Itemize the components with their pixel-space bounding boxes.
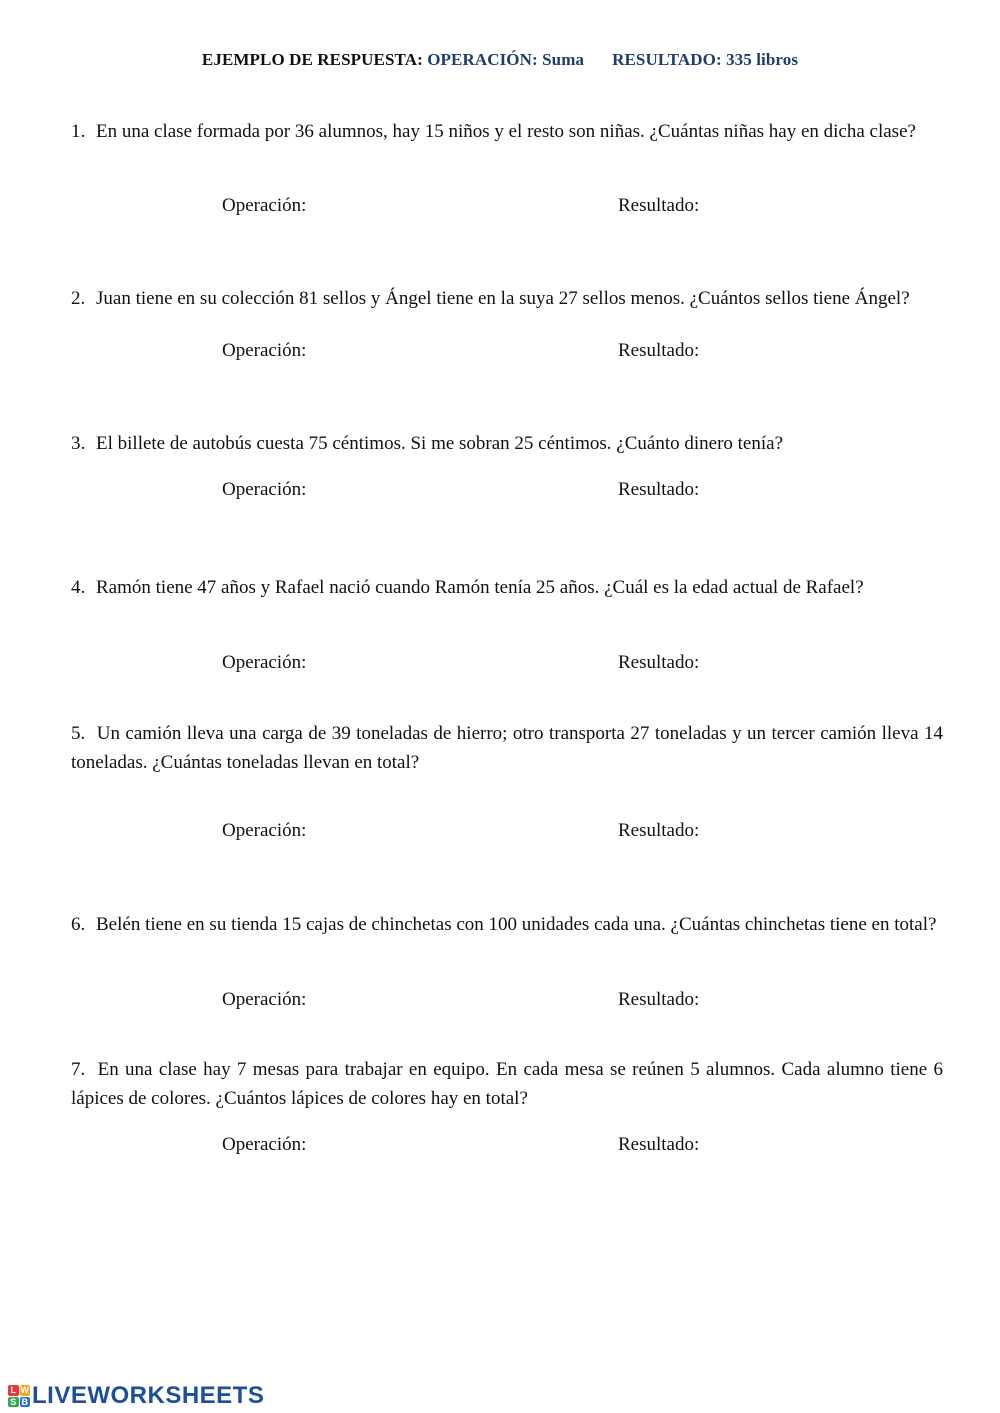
question-2 — [71, 284, 943, 313]
question-number: 7. — [71, 1059, 86, 1080]
question-text: En una clase hay 7 mesas para trabajar en equipo. En cada mesa se reúnen 5 alumnos. Cada alumno tiene 6 lápices de colores. ¿Cuántos lápices de colores hay en total? — [71, 1059, 943, 1109]
example-result: RESULTADO: 335 libros — [612, 50, 799, 69]
question-text: Juan tiene en su colección 81 sellos y Ángel tiene en la suya 27 sellos menos. ¿Cuántos sellos tiene Ángel? — [96, 288, 910, 309]
question-4 — [71, 573, 943, 602]
question-7 — [71, 1055, 943, 1113]
operation-label-5: Operación: — [222, 820, 307, 841]
question-number: 4. — [71, 577, 86, 598]
question-text: Ramón tiene 47 años y Rafael nació cuando Ramón tenía 25 años. ¿Cuál es la edad actual de Rafael? — [96, 577, 864, 598]
example-colon: : — [417, 50, 423, 69]
question-text: El billete de autobús cuesta 75 céntimos. Si me sobran 25 céntimos. ¿Cuánto dinero tenía? — [96, 433, 783, 454]
question-5 — [71, 719, 943, 777]
example-operation: OPERACIÓN: Suma — [427, 50, 585, 69]
result-label-7: Resultado: — [618, 1134, 700, 1155]
question-text: En una clase formada por 36 alumnos, hay 15 niños y el resto son niñas. ¿Cuántas niñas hay en dicha clase? — [96, 121, 916, 142]
operation-label-6: Operación: — [222, 989, 307, 1010]
result-label-2: Resultado: — [618, 340, 700, 361]
question-text: Belén tiene en su tienda 15 cajas de chinchetas con 100 unidades cada una. ¿Cuántas chinchetas tiene en total? — [96, 914, 937, 935]
question-number: 6. — [71, 914, 86, 935]
question-3 — [71, 429, 943, 458]
result-label-6: Resultado: — [618, 989, 700, 1010]
result-label-4: Resultado: — [618, 652, 700, 673]
question-number: 3. — [71, 433, 86, 454]
example-answer-header — [0, 50, 1000, 70]
operation-label-3: Operación: — [222, 479, 307, 500]
question-6 — [71, 910, 943, 939]
question-number: 5. — [71, 723, 86, 744]
result-label-3: Resultado: — [618, 479, 700, 500]
question-text: Un camión lleva una carga de 39 toneladas de hierro; otro transporta 27 toneladas y un tercer camión lleva 14 toneladas. ¿Cuántas toneladas llevan en total? — [71, 723, 943, 773]
operation-label-2: Operación: — [222, 340, 307, 361]
operation-label-7: Operación: — [222, 1134, 307, 1155]
liveworksheets-logo — [8, 1383, 264, 1409]
question-1 — [71, 117, 943, 146]
result-label-1: Resultado: — [618, 195, 700, 216]
operation-label-1: Operación: — [222, 195, 307, 216]
logo-mark-icon: L W S B — [8, 1385, 30, 1407]
result-label-5: Resultado: — [618, 820, 700, 841]
question-number: 2. — [71, 288, 86, 309]
operation-label-4: Operación: — [222, 652, 307, 673]
logo-text: LIVEWORKSHEETS — [32, 1382, 265, 1409]
example-label: EJEMPLO DE RESPUESTA — [201, 50, 418, 69]
question-number: 1. — [71, 121, 86, 142]
